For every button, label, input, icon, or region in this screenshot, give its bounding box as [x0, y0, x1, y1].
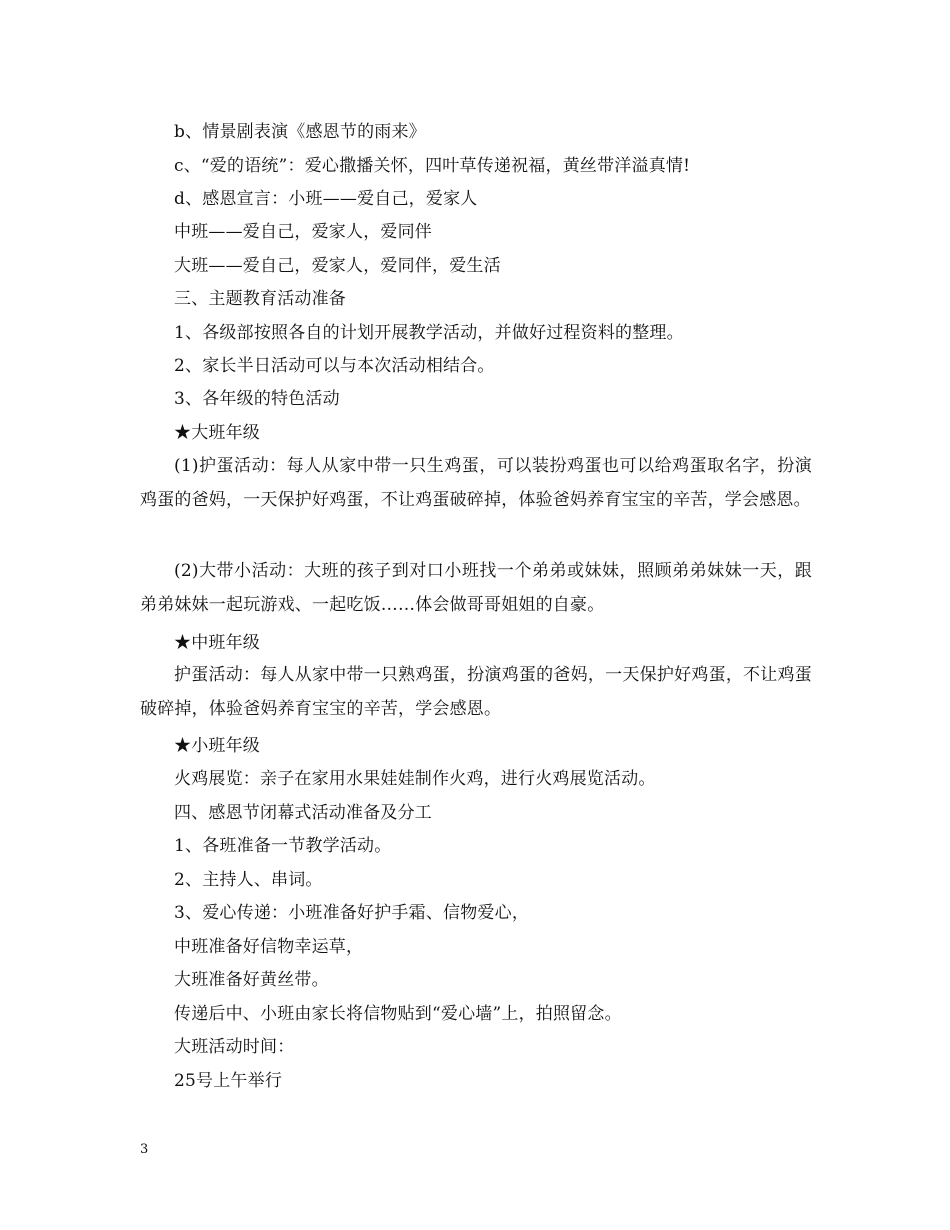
text-line: 大班活动时间： [174, 1037, 295, 1057]
section-heading: 三、主题教育活动准备 [174, 289, 346, 309]
paragraph-egg-activity-mid: 护蛋活动：每人从家中带一只熟鸡蛋，扮演鸡蛋的爸妈，一天保护好鸡蛋，不让鸡蛋破碎掉，体验爸妈养育宝宝的辛苦，学会感恩。 [140, 665, 812, 719]
grade-heading: ★大班年级 [174, 423, 260, 443]
text-line: 2、主持人、串词。 [174, 870, 323, 890]
text-line: 大班——爱自己，爱家人，爱同伴，爱生活 [174, 256, 501, 276]
section-heading: 四、感恩节闭幕式活动准备及分工 [174, 803, 432, 823]
text-line: 中班——爱自己，爱家人，爱同伴 [174, 222, 432, 242]
paragraph-big-with-small: (2)大带小活动：大班的孩子到对口小班找一个弟弟或妹妹，照顾弟弟妹妹一天，跟弟弟妹妹一起玩游戏、一起吃饭……体会做哥哥姐姐的自豪。 [140, 561, 812, 615]
text-line: 1、各班准备一节教学活动。 [174, 836, 392, 856]
text-line: b、情景剧表演《感恩节的雨来》 [174, 122, 426, 142]
paragraph-egg-activity-big: (1)护蛋活动：每人从家中带一只生鸡蛋，可以装扮鸡蛋也可以给鸡蛋取名字，扮演鸡蛋的爸妈，一天保护好鸡蛋，不让鸡蛋破碎掉，体验爸妈养育宝宝的辛苦，学会感恩。 [140, 456, 812, 510]
text-line: 传递后中、小班由家长将信物贴到“爱心墙”上，拍照留念。 [174, 1004, 622, 1024]
text-line: 1、各级部按照各自的计划开展教学活动，并做好过程资料的整理。 [174, 323, 684, 343]
grade-heading: ★中班年级 [174, 633, 260, 653]
text-line: 25号上午举行 [174, 1071, 283, 1091]
text-line: 中班准备好信物幸运草， [174, 937, 364, 957]
text-line: d、感恩宣言：小班——爱自己，爱家人 [174, 189, 478, 209]
grade-heading: ★小班年级 [174, 736, 260, 756]
text-line: c、“爱的语统”：爱心撒播关怀，四叶草传递祝福，黄丝带洋溢真情! [174, 156, 691, 176]
text-line: 2、家长半日活动可以与本次活动相结合。 [174, 356, 495, 376]
text-line: 大班准备好黄丝带。 [174, 970, 329, 990]
text-line: 3、各年级的特色活动 [174, 389, 340, 409]
page-number: 3 [140, 1142, 149, 1157]
text-line: 火鸡展览：亲子在家用水果娃娃制作火鸡，进行火鸡展览活动。 [174, 769, 656, 789]
text-line: 3、爱心传递：小班准备好护手霜、信物爱心， [174, 903, 530, 923]
